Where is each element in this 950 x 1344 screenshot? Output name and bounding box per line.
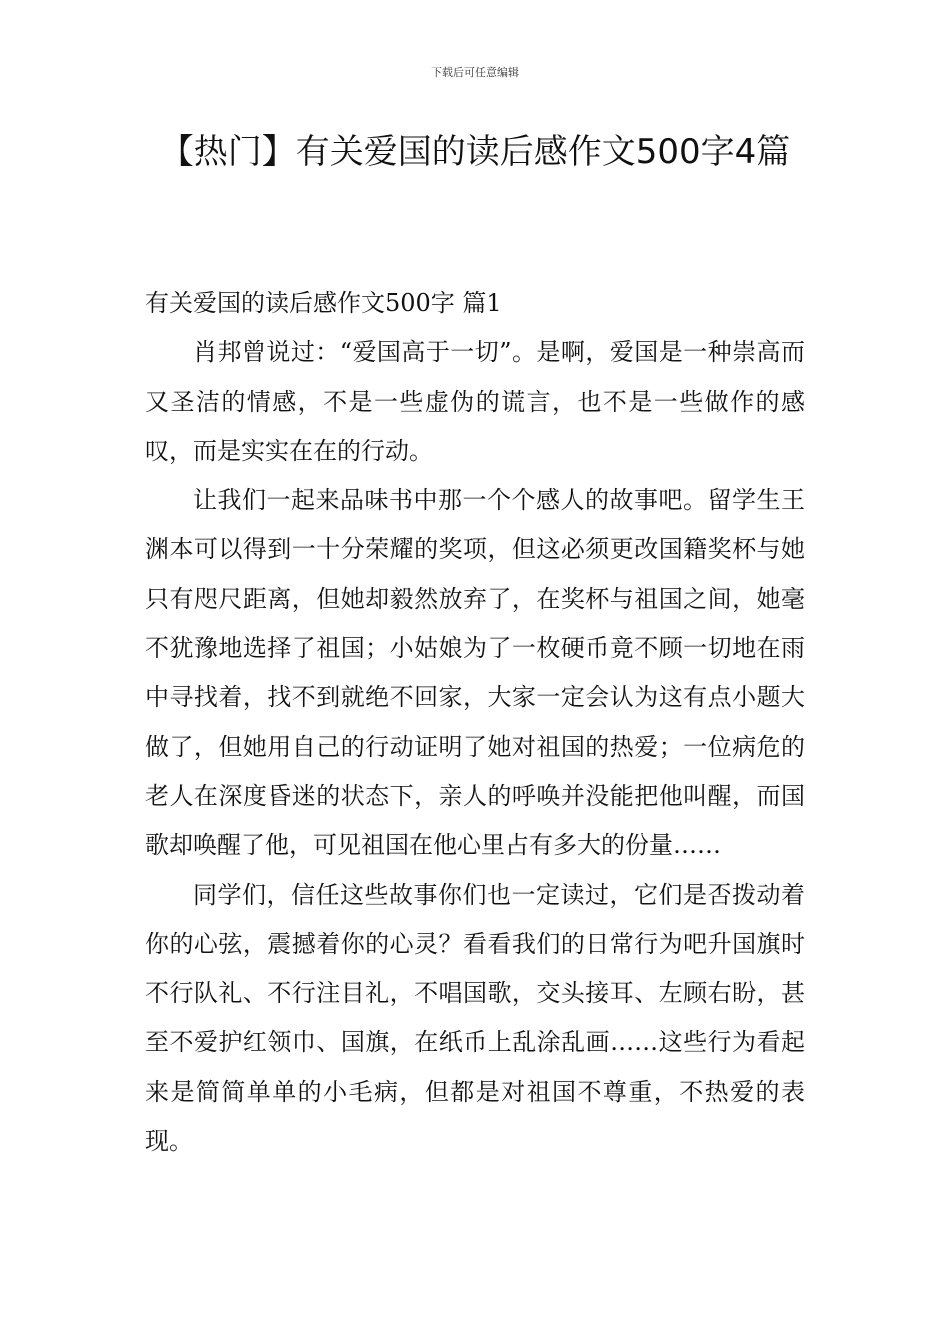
paragraph: 让我们一起来品味书中那一个个感人的故事吧。留学生王渊本可以得到一十分荣耀的奖项，但这必须更改国籍奖杯与她只有咫尺距离，但她却毅然放弃了，在奖杯与祖国之间，她毫不犹豫地选择了祖国；小姑娘为了一枚硬币竟不顾一切地在雨中寻找着，找不到就绝不回家，大家一定会认为这有点小题大做了，但她用自己的行动证明了她对祖国的热爱；一位病危的老人在深度昏迷的状态下，亲人的呼唤并没能把他叫醒，而国歌却唤醒了他，可见祖国在他心里占有多大的份量…… xyxy=(145,486,805,860)
section-heading: 有关爱国的读后感作文500字 篇1 xyxy=(145,289,502,317)
document-body xyxy=(145,279,805,1166)
document-title: 【热门】有关爱国的读后感作文500字4篇 xyxy=(159,132,791,172)
paragraph: 同学们，信任这些故事你们也一定读过，它们是否拨动着你的心弦，震撼着你的心灵？看看我们的日常行为吧升国旗时不行队礼、不行注目礼，不唱国歌，交头接耳、左顾右盼，甚至不爱护红领巾、国旗，在纸币上乱涂乱画……这些行为看起来是简简单单的小毛病，但都是对祖国不尊重，不热爱的表现。 xyxy=(145,880,805,1156)
paragraph: 肖邦曾说过：“爱国高于一切”。是啊，爱国是一种崇高而又圣洁的情感，不是一些虚伪的谎言，也不是一些做作的感叹，而是实实在在的行动。 xyxy=(145,338,805,465)
header-note: 下载后可任意编辑 xyxy=(431,66,519,79)
